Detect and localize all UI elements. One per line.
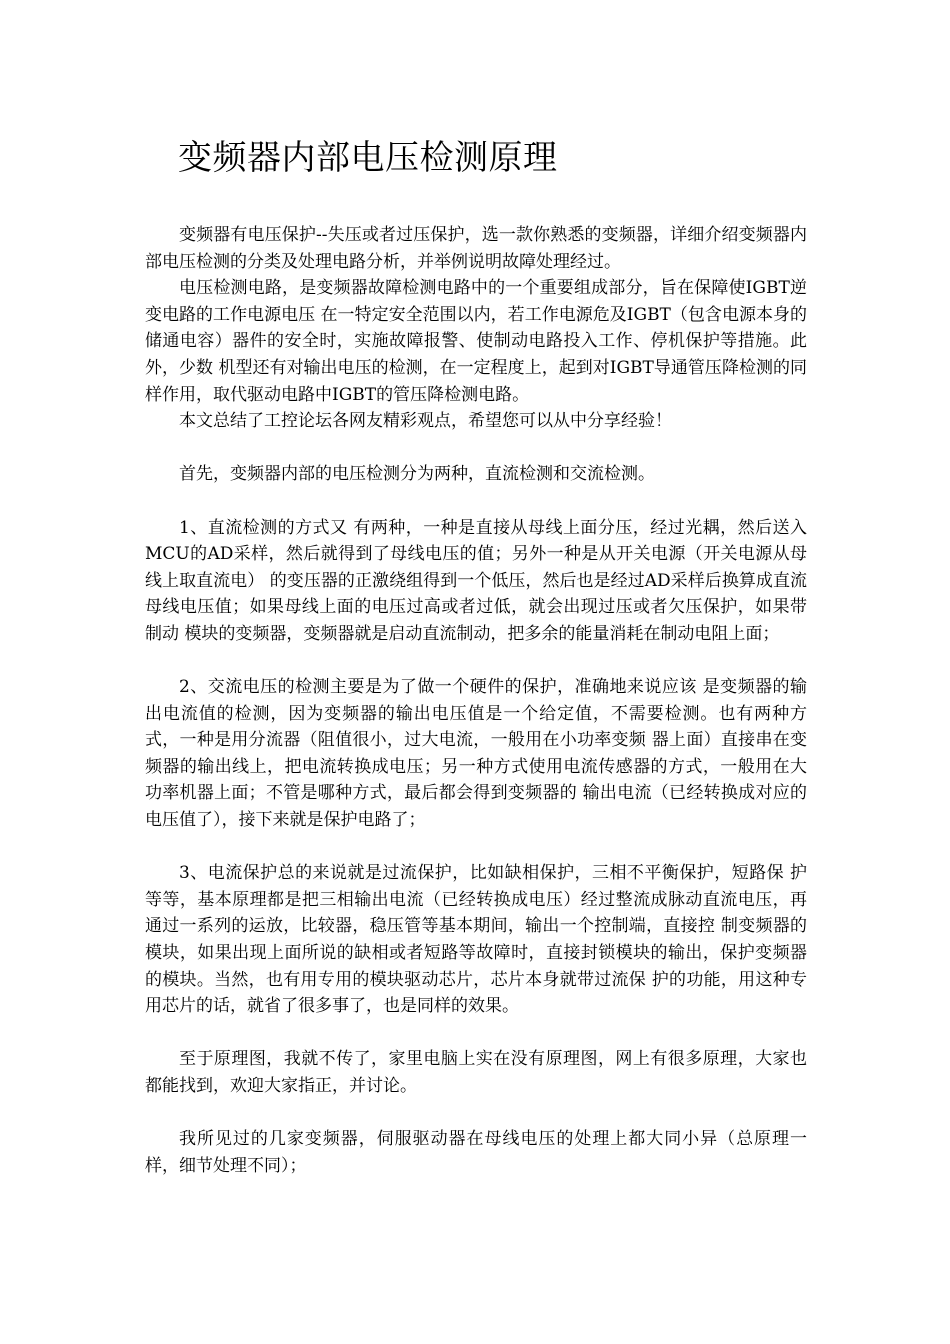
paragraph-summary: 本文总结了工控论坛各网友精彩观点，希望您可以从中分享经验！	[179, 411, 672, 432]
paragraph-experience: 我所见过的几家变频器，伺服驱动器在母线电压的处理上都大同小异（总原理一样，细节处理不同）；	[145, 1129, 807, 1176]
paragraph-first: 首先，变频器内部的电压检测分为两种，直流检测和交流检测。	[179, 464, 655, 485]
paragraph-schematic: 至于原理图，我就不传了，家里电脑上实在没有原理图，网上有很多原理，大家也都能找到，欢迎大家指正，并讨论。	[145, 1049, 807, 1096]
paragraph-ac-detection: 2、交流电压的检测主要是为了做一个硬件的保护，准确地来说应该 是变频器的输出电流值的检测，因为变频器的输出电压值是一个给定值，不需要检测。也有两种方式，一种是用分流器（阻值很小，过大电流，一般用在小功率变频 器上面）直接串在变频器的输出线上，把电流转换成电压；另一种方式使用电流传感器的方式，一般用在大功率机器上面；不管是哪种方式，最后都会得到变频器的 输出电流（已经转换成对应的电压值了），接下来就是保护电路了；	[145, 677, 807, 831]
document-title: 变频器内部电压检测原理	[178, 138, 558, 178]
paragraph-current-protection: 3、电流保护总的来说就是过流保护，比如缺相保护，三相不平衡保护，短路保 护等等，基本原理都是把三相输出电流（已经转换成电压）经过整流成脉动直流电压，再通过一系列的运放，比较器，稳压管等基本期间，输出一个控制端，直接控 制变频器的模块，如果出现上面所说的缺相或者短路等故障时，直接封锁模块的输出，保护变频器的模块。当然，也有用专用的模块驱动芯片，芯片本身就带过流保 护的功能，用这种专用芯片的话，就省了很多事了，也是同样的效果。	[145, 863, 807, 1017]
paragraph-intro: 变频器有电压保护--失压或者过压保护，选一款你熟悉的变频器，详细介绍变频器内部电压检测的分类及处理电路分析，并举例说明故障处理经过。	[145, 225, 807, 272]
paragraph-dc-detection: 1、直流检测的方式又 有两种，一种是直接从母线上面分压，经过光耦，然后送入MCU的AD采样，然后就得到了母线电压的值；另外一种是从开关电源（开关电源从母线上取直流电） 的变压器的正激绕组得到一个低压，然后也是经过AD采样后换算成直流母线电压值；如果母线上面的电压过高或者过低，就会出现过压或者欠压保护，如果带制动 模块的变频器，变频器就是启动直流制动，把多余的能量消耗在制动电阻上面；	[145, 517, 807, 644]
paragraph-voltage-detection-circuit: 电压检测电路，是变频器故障检测电路中的一个重要组成部分，旨在保障使IGBT逆变电路的工作电源电压 在一特定安全范围以内，若工作电源危及IGBT（包含电源本身的储通电容）器件的安全时，实施故障报警、使制动电路投入工作、停机保护等措施。此外，少数 机型还有对输出电压的检测，在一定程度上，起到对IGBT导通管压降检测的同样作用，取代驱动电路中IGBT的管压降检测电路。	[145, 278, 807, 405]
document-body	[145, 222, 807, 1179]
